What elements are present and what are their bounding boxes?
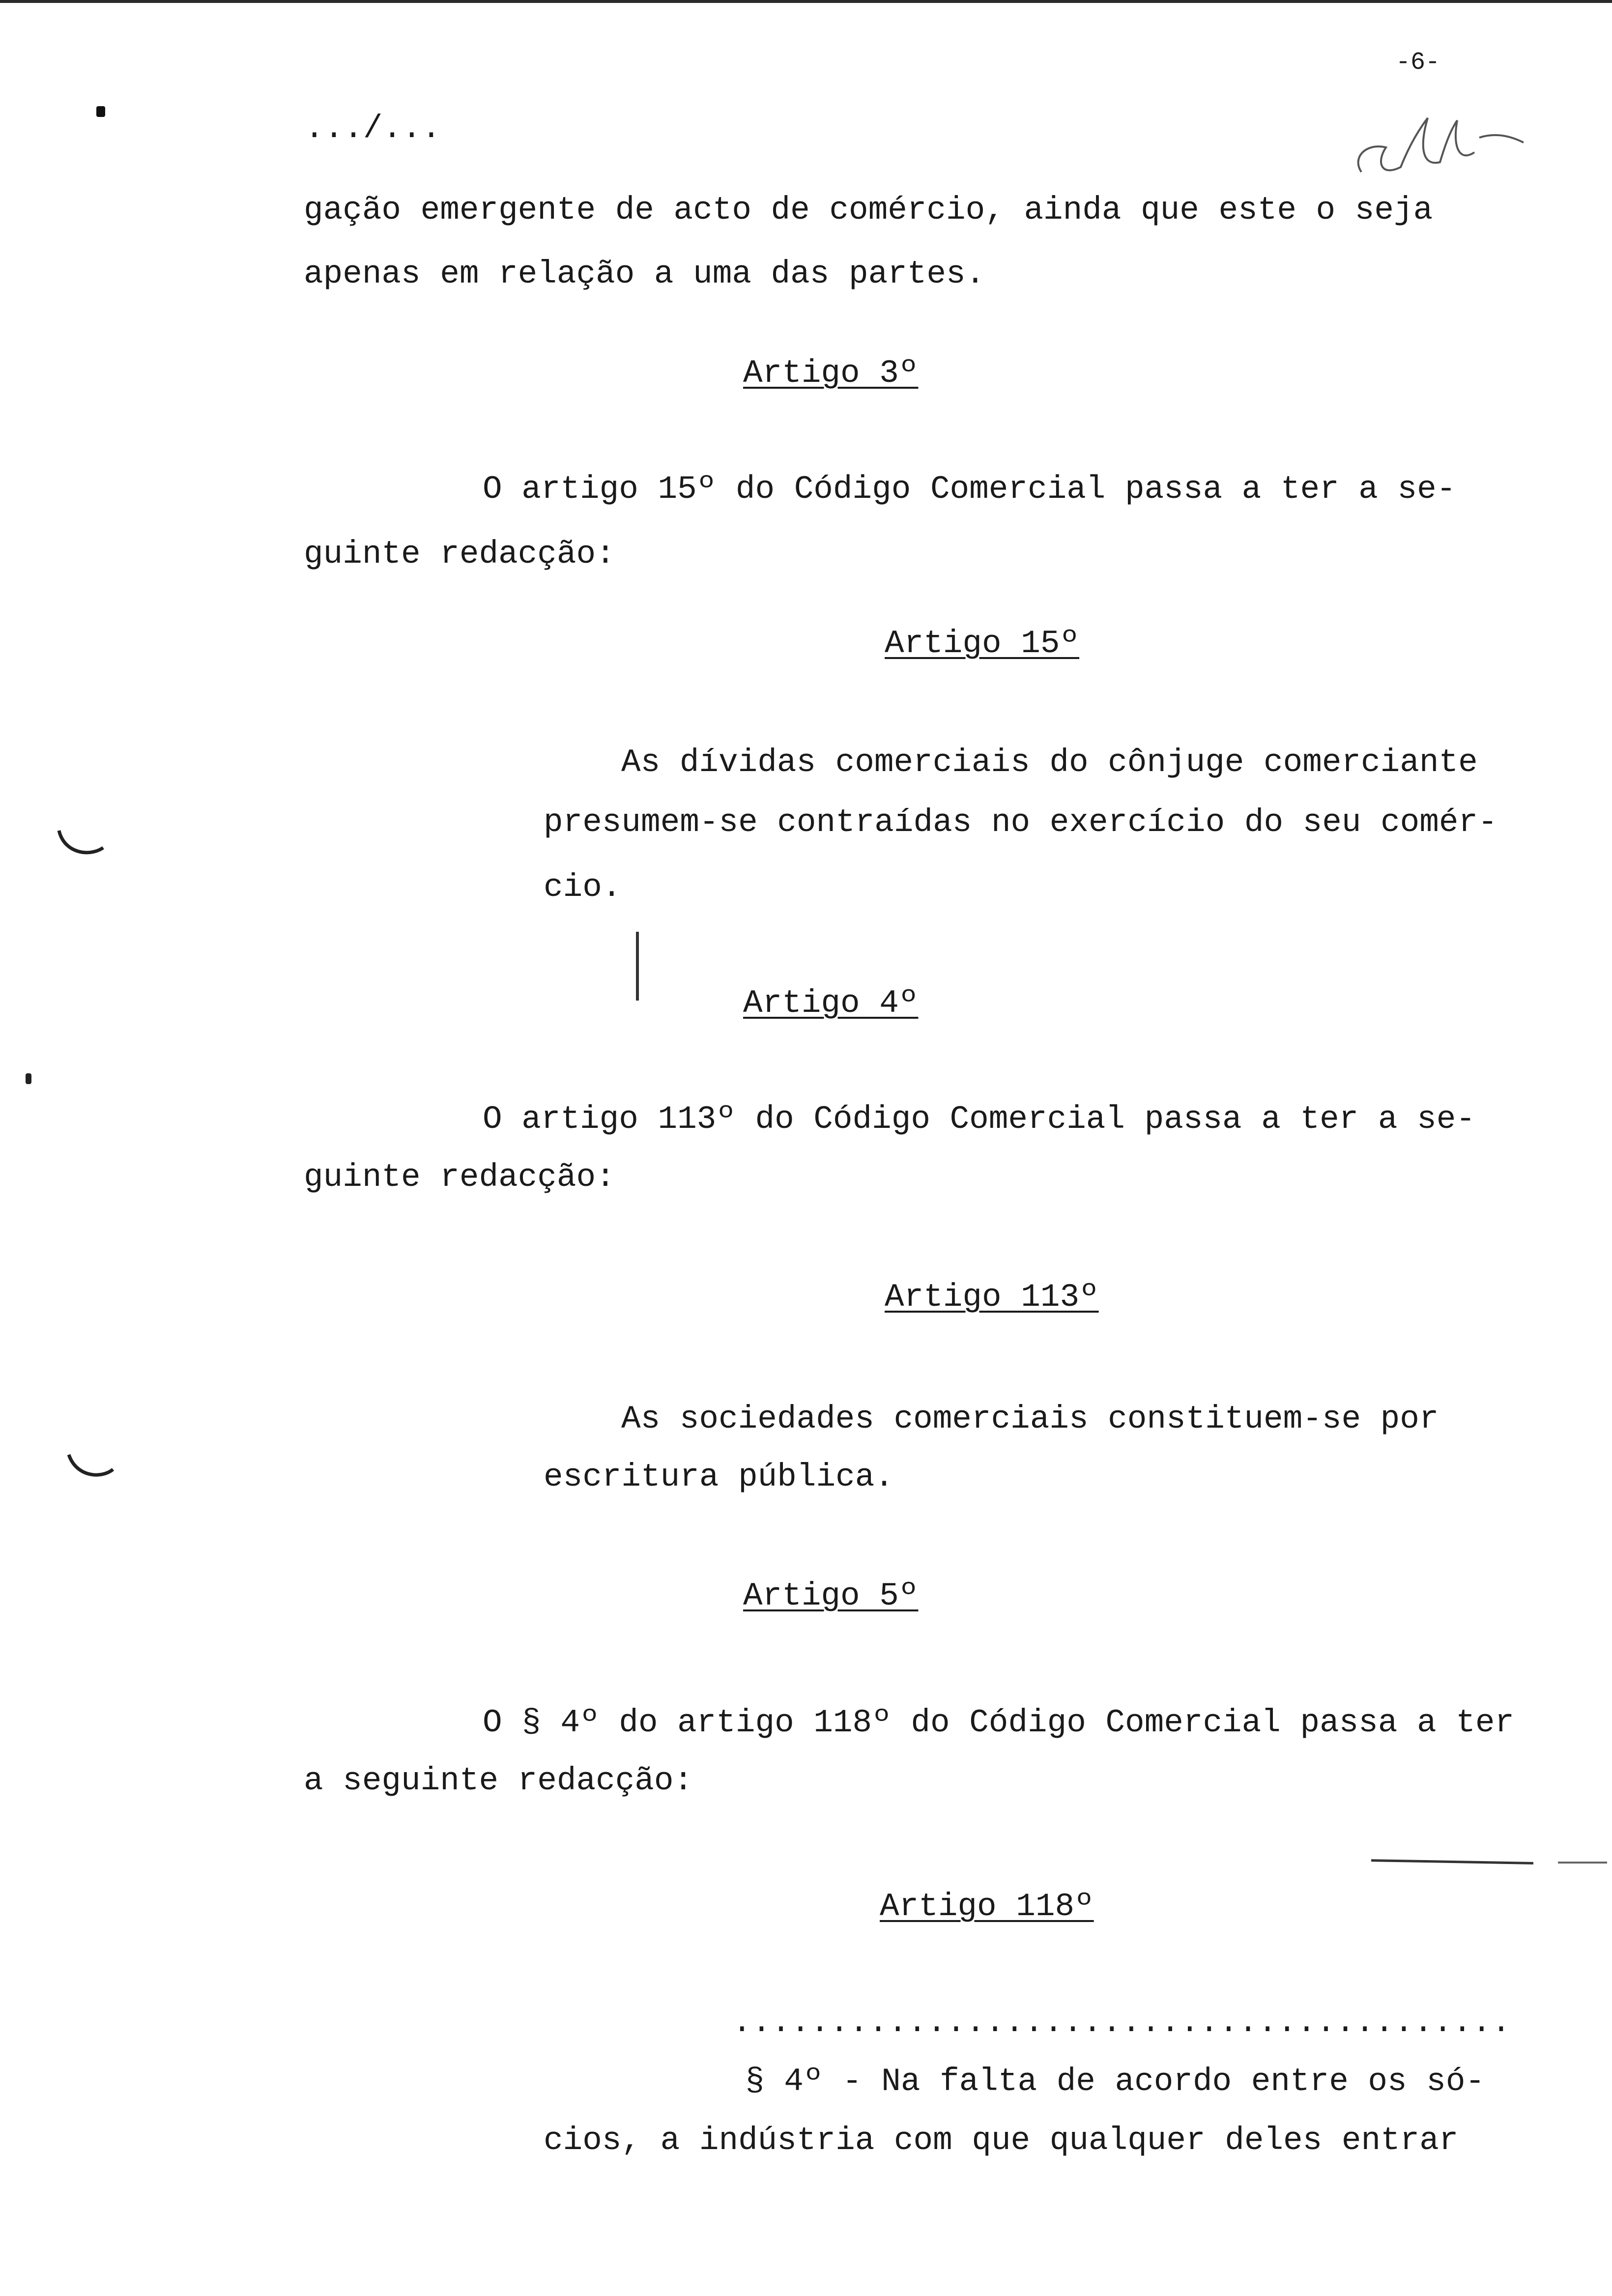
paragraph-line: gação emergente de acto de comércio, ainda que este o seja [304, 192, 1433, 229]
binder-hole-mark-upper [54, 826, 108, 865]
scan-vertical-stroke [636, 932, 639, 1001]
paragraph-line: apenas em relação a uma das partes. [304, 256, 985, 292]
quoted-paragraph-line: § 4º - Na falta de acordo entre os só- [745, 2063, 1485, 2100]
article-heading: Artigo 4º [743, 985, 919, 1022]
paragraph-line: a seguinte redacção: [304, 1762, 693, 1799]
quoted-paragraph-line: escritura pública. [544, 1459, 894, 1495]
binder-hole-mark-lower [64, 1450, 118, 1489]
handwritten-initials [1347, 98, 1543, 192]
article-heading: Artigo 3º [743, 355, 919, 392]
quoted-paragraph-line: As dívidas comerciais do cônjuge comerciante [621, 744, 1478, 781]
scan-dot-mark [96, 106, 105, 117]
paragraph-line: O artigo 15º do Código Comercial passa a ter a se- [483, 471, 1456, 508]
quoted-paragraph-line: cio. [544, 869, 622, 906]
scan-dash-mark [1558, 1862, 1607, 1864]
page-top-border [0, 0, 1612, 3]
continuation-mark: .../... [305, 110, 441, 147]
scan-dash-mark [1371, 1859, 1533, 1865]
page-number: -6- [1396, 49, 1440, 77]
article-heading: Artigo 113º [885, 1279, 1099, 1316]
article-heading: Artigo 118º [880, 1888, 1094, 1925]
ellipsis-line: ........................................ [732, 2004, 1511, 2041]
article-heading: Artigo 5º [743, 1578, 919, 1614]
paragraph-line: O artigo 113º do Código Comercial passa a ter a se- [483, 1101, 1475, 1138]
scan-dot-mark [26, 1073, 31, 1084]
paragraph-line: guinte redacção: [304, 1159, 615, 1196]
paragraph-line: guinte redacção: [304, 536, 615, 573]
quoted-paragraph-line: cios, a indústria com que qualquer deles entrar [544, 2122, 1459, 2159]
article-heading: Artigo 15º [885, 625, 1080, 662]
quoted-paragraph-line: presumem-se contraídas no exercício do seu comér- [544, 804, 1497, 841]
quoted-paragraph-line: As sociedades comerciais constituem-se por [621, 1401, 1439, 1437]
paragraph-line: O § 4º do artigo 118º do Código Comercial passa a ter [483, 1704, 1515, 1741]
